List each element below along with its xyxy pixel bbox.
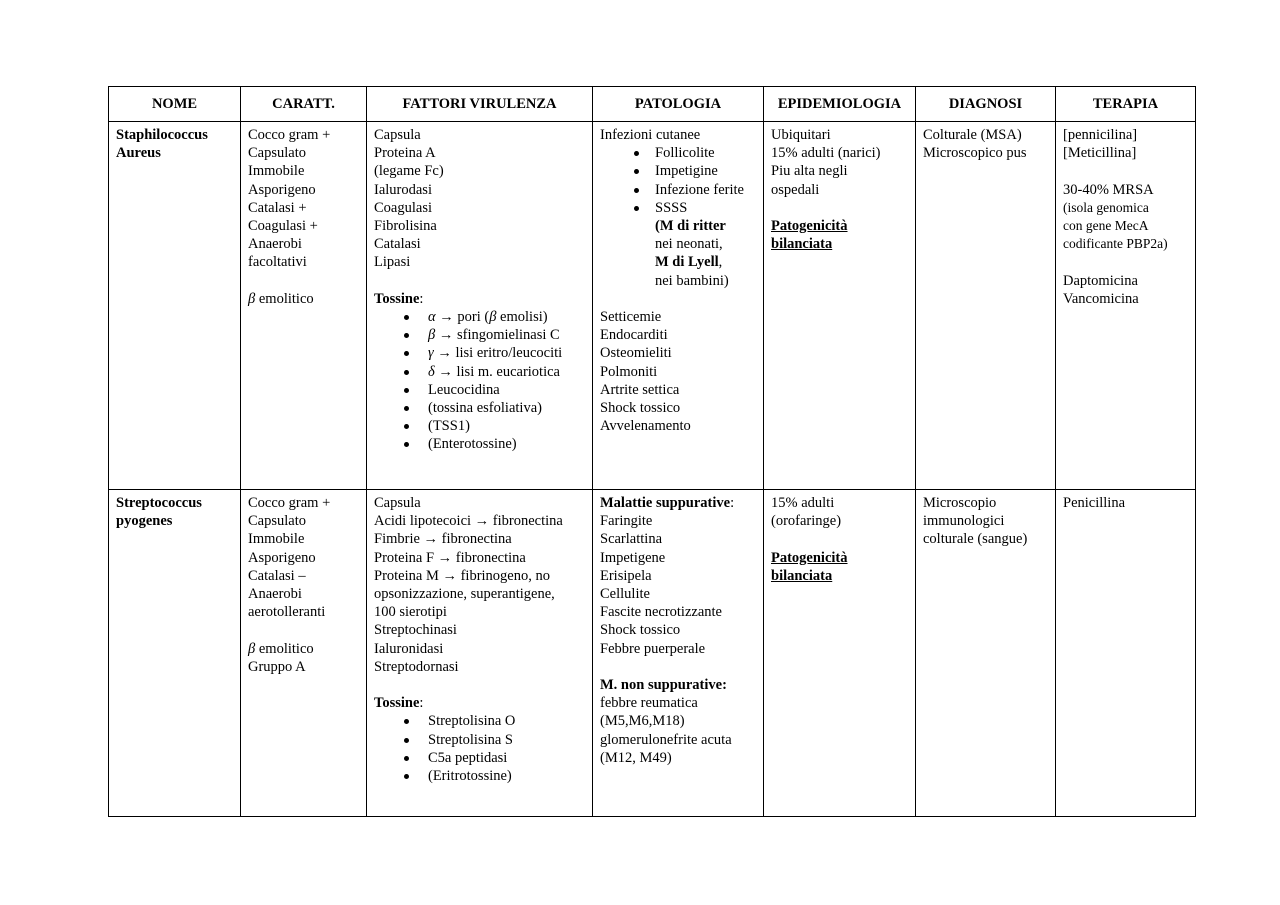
factor: 100 sierotipi: [374, 604, 447, 621]
factor: opsonizzazione, superantigene,: [374, 586, 555, 603]
list-item: Streptolisina S: [400, 731, 585, 749]
ssss-detail: M di Lyell,: [655, 254, 723, 271]
cell-virulenza: [367, 122, 593, 490]
cell-diagnosi: [916, 122, 1056, 490]
list-item: SSSS: [630, 199, 756, 217]
epidemiology-note: Patogenicità: [771, 218, 848, 234]
trait: Cocco gram +: [248, 127, 331, 143]
toxin-list: [374, 712, 585, 785]
list-item: β → sfingomielinasi C: [400, 326, 585, 344]
pathology: Scarlattina: [600, 531, 663, 548]
diagnosis: Microscopico pus: [923, 145, 1027, 162]
list-item: γ → lisi eritro/leucociti: [400, 344, 585, 362]
cell-diagnosi: [916, 490, 1056, 817]
trait: facoltativi: [248, 254, 307, 271]
header-patologia: PATOLOGIA: [593, 87, 764, 122]
epidemiology: Ubiquitari: [771, 127, 831, 143]
pathology: (M5,M6,M18): [600, 713, 685, 730]
pathology-list: [600, 144, 756, 217]
pathology-title: M. non suppurative:: [600, 677, 727, 694]
trait: Coagulasi +: [248, 218, 318, 235]
list-item: Streptolisina O: [400, 712, 585, 730]
factor: Streptochinasi: [374, 622, 457, 639]
epidemiology-note: bilanciata: [771, 236, 833, 253]
therapy: [Meticillina]: [1063, 145, 1137, 162]
factor: Capsula: [374, 495, 421, 511]
pathology: febbre reumatica: [600, 695, 698, 712]
ssss-detail: nei neonati,: [655, 236, 723, 253]
trait-emolitico: β emolitico: [248, 640, 314, 657]
toxin-list: [374, 308, 585, 454]
cell-nome: [109, 490, 241, 817]
pathology: Polmoniti: [600, 363, 658, 380]
trait: Capsulato: [248, 513, 306, 530]
therapy: [pennicilina]: [1063, 127, 1138, 143]
cell-caratt: [241, 122, 367, 490]
pathology: Osteomieliti: [600, 345, 672, 362]
pathology: Fascite necrotizzante: [600, 604, 722, 621]
factor: Capsula: [374, 127, 421, 143]
epidemiology: (orofaringe): [771, 513, 842, 530]
factor: Fibrolisina: [374, 218, 437, 235]
list-item: C5a peptidasi: [400, 749, 585, 767]
pathology: Faringite: [600, 513, 653, 530]
trait-gruppo: Gruppo A: [248, 658, 306, 675]
list-item: (TSS1): [400, 417, 585, 435]
trait: aerotolleranti: [248, 604, 326, 621]
cell-caratt: [241, 490, 367, 817]
diagnosis: Colturale (MSA): [923, 127, 1022, 143]
factor: Lipasi: [374, 254, 411, 271]
cell-patologia: [593, 122, 764, 490]
epidemiology-note: Patogenicità: [771, 549, 848, 566]
pathology: Setticemie: [600, 309, 662, 326]
diagnosis: Microscopio: [923, 495, 997, 511]
therapy-note: con gene MecA: [1063, 218, 1149, 233]
trait: Capsulato: [248, 145, 306, 162]
list-item: (Enterotossine): [400, 435, 585, 453]
list-item: Leucocidina: [400, 381, 585, 399]
pathology: Febbre puerperale: [600, 640, 706, 657]
table-row: [109, 490, 1196, 817]
cell-terapia: [1056, 490, 1196, 817]
trait-emolitico: β emolitico: [248, 290, 314, 307]
ssss-detail: (M di ritter: [655, 218, 726, 235]
species-name: Staphilococcus: [116, 127, 208, 143]
pathology: Shock tossico: [600, 400, 681, 417]
tossine-heading: Tossine:: [374, 290, 424, 307]
diagnosis: immunologici: [923, 513, 1005, 530]
trait: Asporigeno: [248, 181, 316, 198]
header-caratt: CARATT.: [241, 87, 367, 122]
epidemiology-note: bilanciata: [771, 567, 833, 584]
therapy: 30-40% MRSA: [1063, 181, 1154, 198]
trait: Catalasi +: [248, 199, 307, 216]
factor: Proteina M → fibrinogeno, no: [374, 567, 550, 584]
therapy-note: (isola genomica: [1063, 199, 1149, 215]
therapy: Penicillina: [1063, 495, 1126, 511]
trait: Immobile: [248, 163, 305, 180]
list-item: (tossina esfoliativa): [400, 399, 585, 417]
pathology: Impetigene: [600, 549, 666, 566]
list-item: Infezione ferite: [630, 181, 756, 199]
list-item: (Eritrotossine): [400, 767, 585, 785]
pathology: Cellulite: [600, 586, 650, 603]
therapy: Daptomicina: [1063, 272, 1138, 289]
cell-terapia: [1056, 122, 1196, 490]
epidemiology: 15% adulti (narici): [771, 145, 881, 162]
table-row: [109, 122, 1196, 490]
pathology: Avvelenamento: [600, 418, 691, 435]
cell-virulenza: [367, 490, 593, 817]
factor: Coagulasi: [374, 199, 432, 216]
header-fattori-virulenza: FATTORI VIRULENZA: [367, 87, 593, 122]
list-item: Follicolite: [630, 144, 756, 162]
bacteria-table: [108, 86, 1196, 817]
trait: Immobile: [248, 531, 305, 548]
factor: Ialuronidasi: [374, 640, 444, 657]
cell-epidemiologia: [764, 122, 916, 490]
trait: Anaerobi: [248, 236, 302, 253]
pathology: Shock tossico: [600, 622, 681, 639]
pathology: Endocarditi: [600, 327, 668, 344]
factor: Proteina A: [374, 145, 436, 162]
species-name: Aureus: [116, 145, 161, 162]
factor: (legame Fc): [374, 163, 444, 180]
cell-patologia: [593, 490, 764, 817]
header-diagnosi: DIAGNOSI: [916, 87, 1056, 122]
header-row: [109, 87, 1196, 122]
factor: Proteina F → fibronectina: [374, 549, 526, 566]
therapy-note: codificante PBP2a): [1063, 236, 1168, 252]
pathology-title: Infezioni cutanee: [600, 127, 701, 143]
epidemiology: Piu alta negli: [771, 163, 848, 180]
list-item: δ → lisi m. eucariotica: [400, 363, 585, 381]
pathology-title: Malattie suppurative:: [600, 495, 735, 511]
factor: Fimbrie → fibronectina: [374, 531, 512, 548]
trait: Asporigeno: [248, 549, 316, 566]
species-name: Streptococcus: [116, 495, 202, 511]
list-item: α → pori (β emolisi): [400, 308, 585, 326]
header-epidemiologia: EPIDEMIOLOGIA: [764, 87, 916, 122]
pathology: Artrite settica: [600, 381, 680, 398]
tossine-heading: Tossine:: [374, 695, 424, 712]
factor: Acidi lipotecoici → fibronectina: [374, 513, 563, 530]
species-name: pyogenes: [116, 513, 173, 530]
ssss-detail: nei bambini): [655, 272, 729, 289]
factor: Streptodornasi: [374, 658, 459, 675]
epidemiology: 15% adulti: [771, 495, 835, 511]
cell-epidemiologia: [764, 490, 916, 817]
factor: Ialurodasi: [374, 181, 432, 198]
cell-nome: [109, 122, 241, 490]
diagnosis: colturale (sangue): [923, 531, 1028, 548]
pathology: (M12, M49): [600, 749, 672, 766]
pathology: glomerulonefrite acuta: [600, 731, 732, 748]
therapy: Vancomicina: [1063, 290, 1139, 307]
list-item: Impetigine: [630, 162, 756, 180]
trait: Catalasi –: [248, 567, 306, 584]
trait: Anaerobi: [248, 586, 302, 603]
header-nome: NOME: [109, 87, 241, 122]
epidemiology: ospedali: [771, 181, 820, 198]
trait: Cocco gram +: [248, 495, 331, 511]
factor: Catalasi: [374, 236, 421, 253]
header-terapia: TERAPIA: [1056, 87, 1196, 122]
pathology: Erisipela: [600, 567, 652, 584]
